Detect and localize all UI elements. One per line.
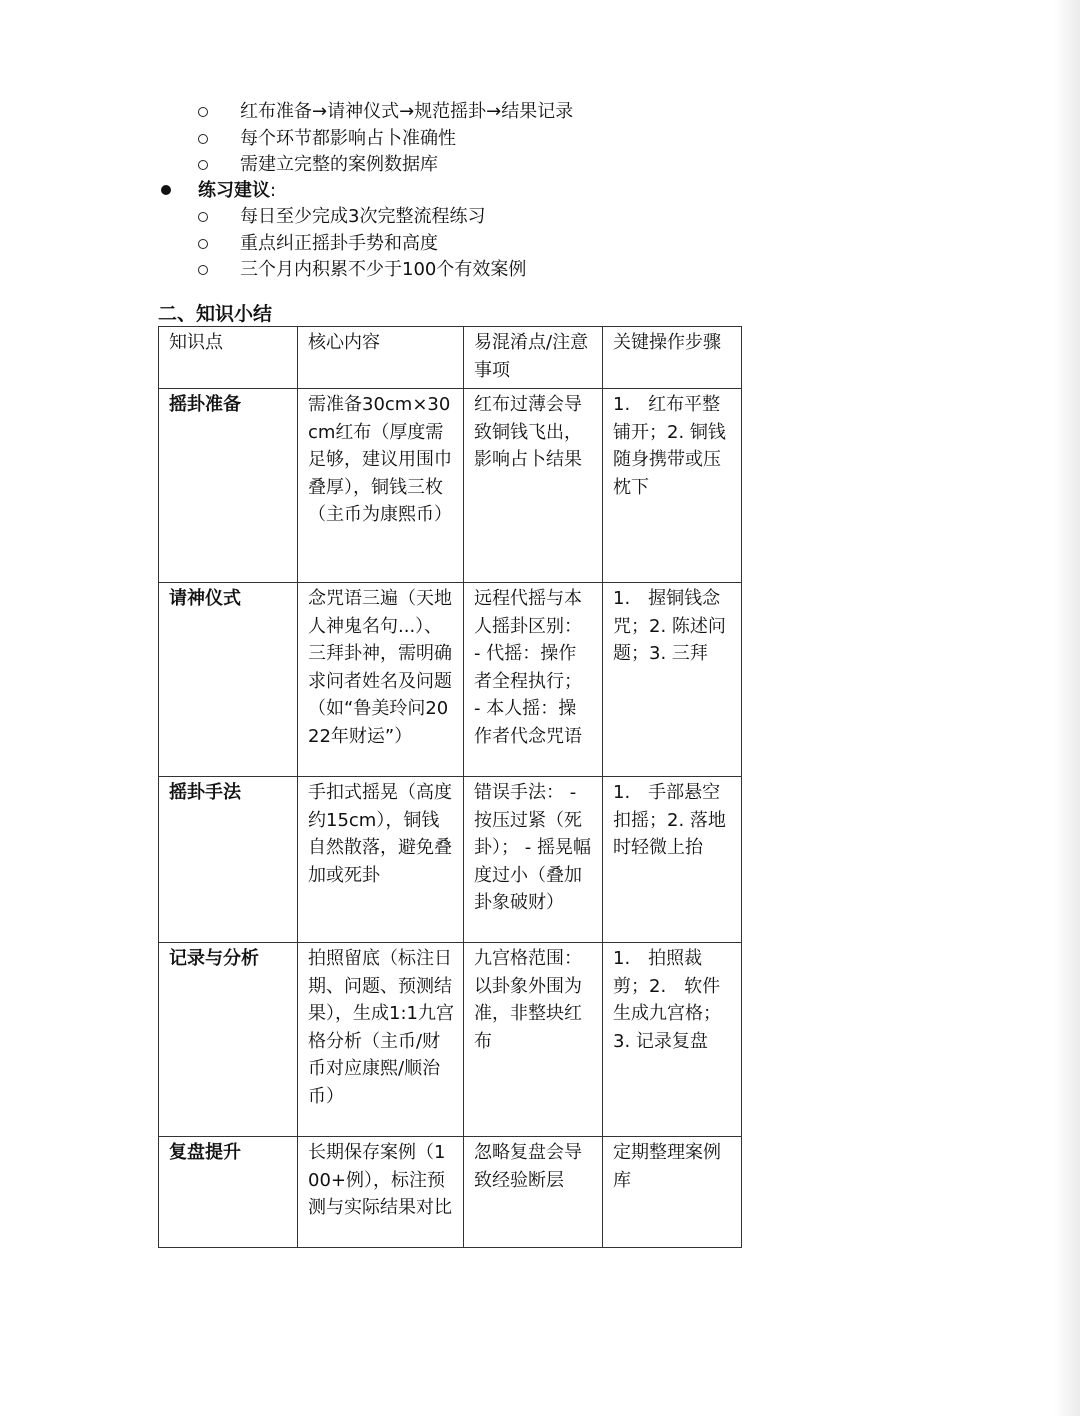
list-item: 三个月内积累不少于100个有效案例 xyxy=(198,257,526,284)
table-row xyxy=(159,943,742,1137)
hollow-bullet-icon xyxy=(198,239,208,249)
list-item: 需建立完整的案例数据库 xyxy=(198,152,573,179)
table-header-row xyxy=(159,327,742,389)
table-row xyxy=(159,583,742,777)
header-cell: 知识点 xyxy=(159,327,298,389)
core-cell: 拍照留底（标注日期、问题、预测结果），生成1:1九宫格分析（主币/财币对应康熙/顺治币） xyxy=(298,943,464,1137)
intro-list xyxy=(198,99,573,179)
hollow-bullet-icon xyxy=(198,212,208,222)
core-cell: 长期保存案例（100+例），标注预测与实际结果对比 xyxy=(298,1137,464,1248)
table-row xyxy=(159,1137,742,1248)
practice-label: 练习建议 xyxy=(198,180,270,201)
topic-cell: 请神仪式 xyxy=(159,583,298,777)
hollow-bullet-icon xyxy=(198,160,208,170)
steps-cell: 定期整理案例库 xyxy=(603,1137,742,1248)
caution-cell: 红布过薄会导致铜钱飞出，影响占卜结果 xyxy=(464,389,603,583)
table-row xyxy=(159,389,742,583)
section-title: 二、知识小结 xyxy=(158,303,273,325)
solid-bullet-icon xyxy=(161,185,171,195)
topic-cell: 摇卦手法 xyxy=(159,777,298,943)
topic-cell: 摇卦准备 xyxy=(159,389,298,583)
topic-cell: 记录与分析 xyxy=(159,943,298,1137)
page-edge-shadow xyxy=(1054,0,1080,1416)
list-item: 重点纠正摇卦手势和高度 xyxy=(198,231,526,258)
core-cell: 需准备30cm×30cm红布（厚度需足够，建议用围巾叠厚），铜钱三枚（主币为康熙币） xyxy=(298,389,464,583)
caution-cell: 错误手法： - 按压过紧（死卦）； - 摇晃幅度过小（叠加卦象破财） xyxy=(464,777,603,943)
list-item: 每日至少完成3次完整流程练习 xyxy=(198,204,526,231)
table-row xyxy=(159,777,742,943)
steps-cell: 1. 拍照裁剪；2. 软件生成九宫格；3. 记录复盘 xyxy=(603,943,742,1137)
caution-cell: 远程代摇与本人摇卦区别： - 代摇：操作者全程执行； - 本人摇：操作者代念咒语 xyxy=(464,583,603,777)
topic-cell: 复盘提升 xyxy=(159,1137,298,1248)
steps-cell: 1. 红布平整铺开；2. 铜钱随身携带或压枕下 xyxy=(603,389,742,583)
hollow-bullet-icon xyxy=(198,134,208,144)
caution-cell: 九宫格范围：以卦象外围为准，非整块红布 xyxy=(464,943,603,1137)
header-cell: 易混淆点/注意事项 xyxy=(464,327,603,389)
core-cell: 念咒语三遍（天地人神鬼名句...）、三拜卦神，需明确求问者姓名及问题（如“鲁美玲问2022年财运”） xyxy=(298,583,464,777)
list-item: 每个环节都影响占卜准确性 xyxy=(198,126,573,153)
list-item: 红布准备→请神仪式→规范摇卦→结果记录 xyxy=(198,99,573,126)
header-cell: 核心内容 xyxy=(298,327,464,389)
practice-colon: : xyxy=(270,180,277,201)
knowledge-summary-table xyxy=(158,326,742,1248)
practice-list xyxy=(198,204,526,284)
header-cell: 关键操作步骤 xyxy=(603,327,742,389)
core-cell: 手扣式摇晃（高度约15cm），铜钱自然散落，避免叠加或死卦 xyxy=(298,777,464,943)
hollow-bullet-icon xyxy=(198,107,208,117)
steps-cell: 1. 手部悬空扣摇；2. 落地时轻微上抬 xyxy=(603,777,742,943)
steps-cell: 1. 握铜钱念咒；2. 陈述问题；3. 三拜 xyxy=(603,583,742,777)
hollow-bullet-icon xyxy=(198,265,208,275)
caution-cell: 忽略复盘会导致经验断层 xyxy=(464,1137,603,1248)
